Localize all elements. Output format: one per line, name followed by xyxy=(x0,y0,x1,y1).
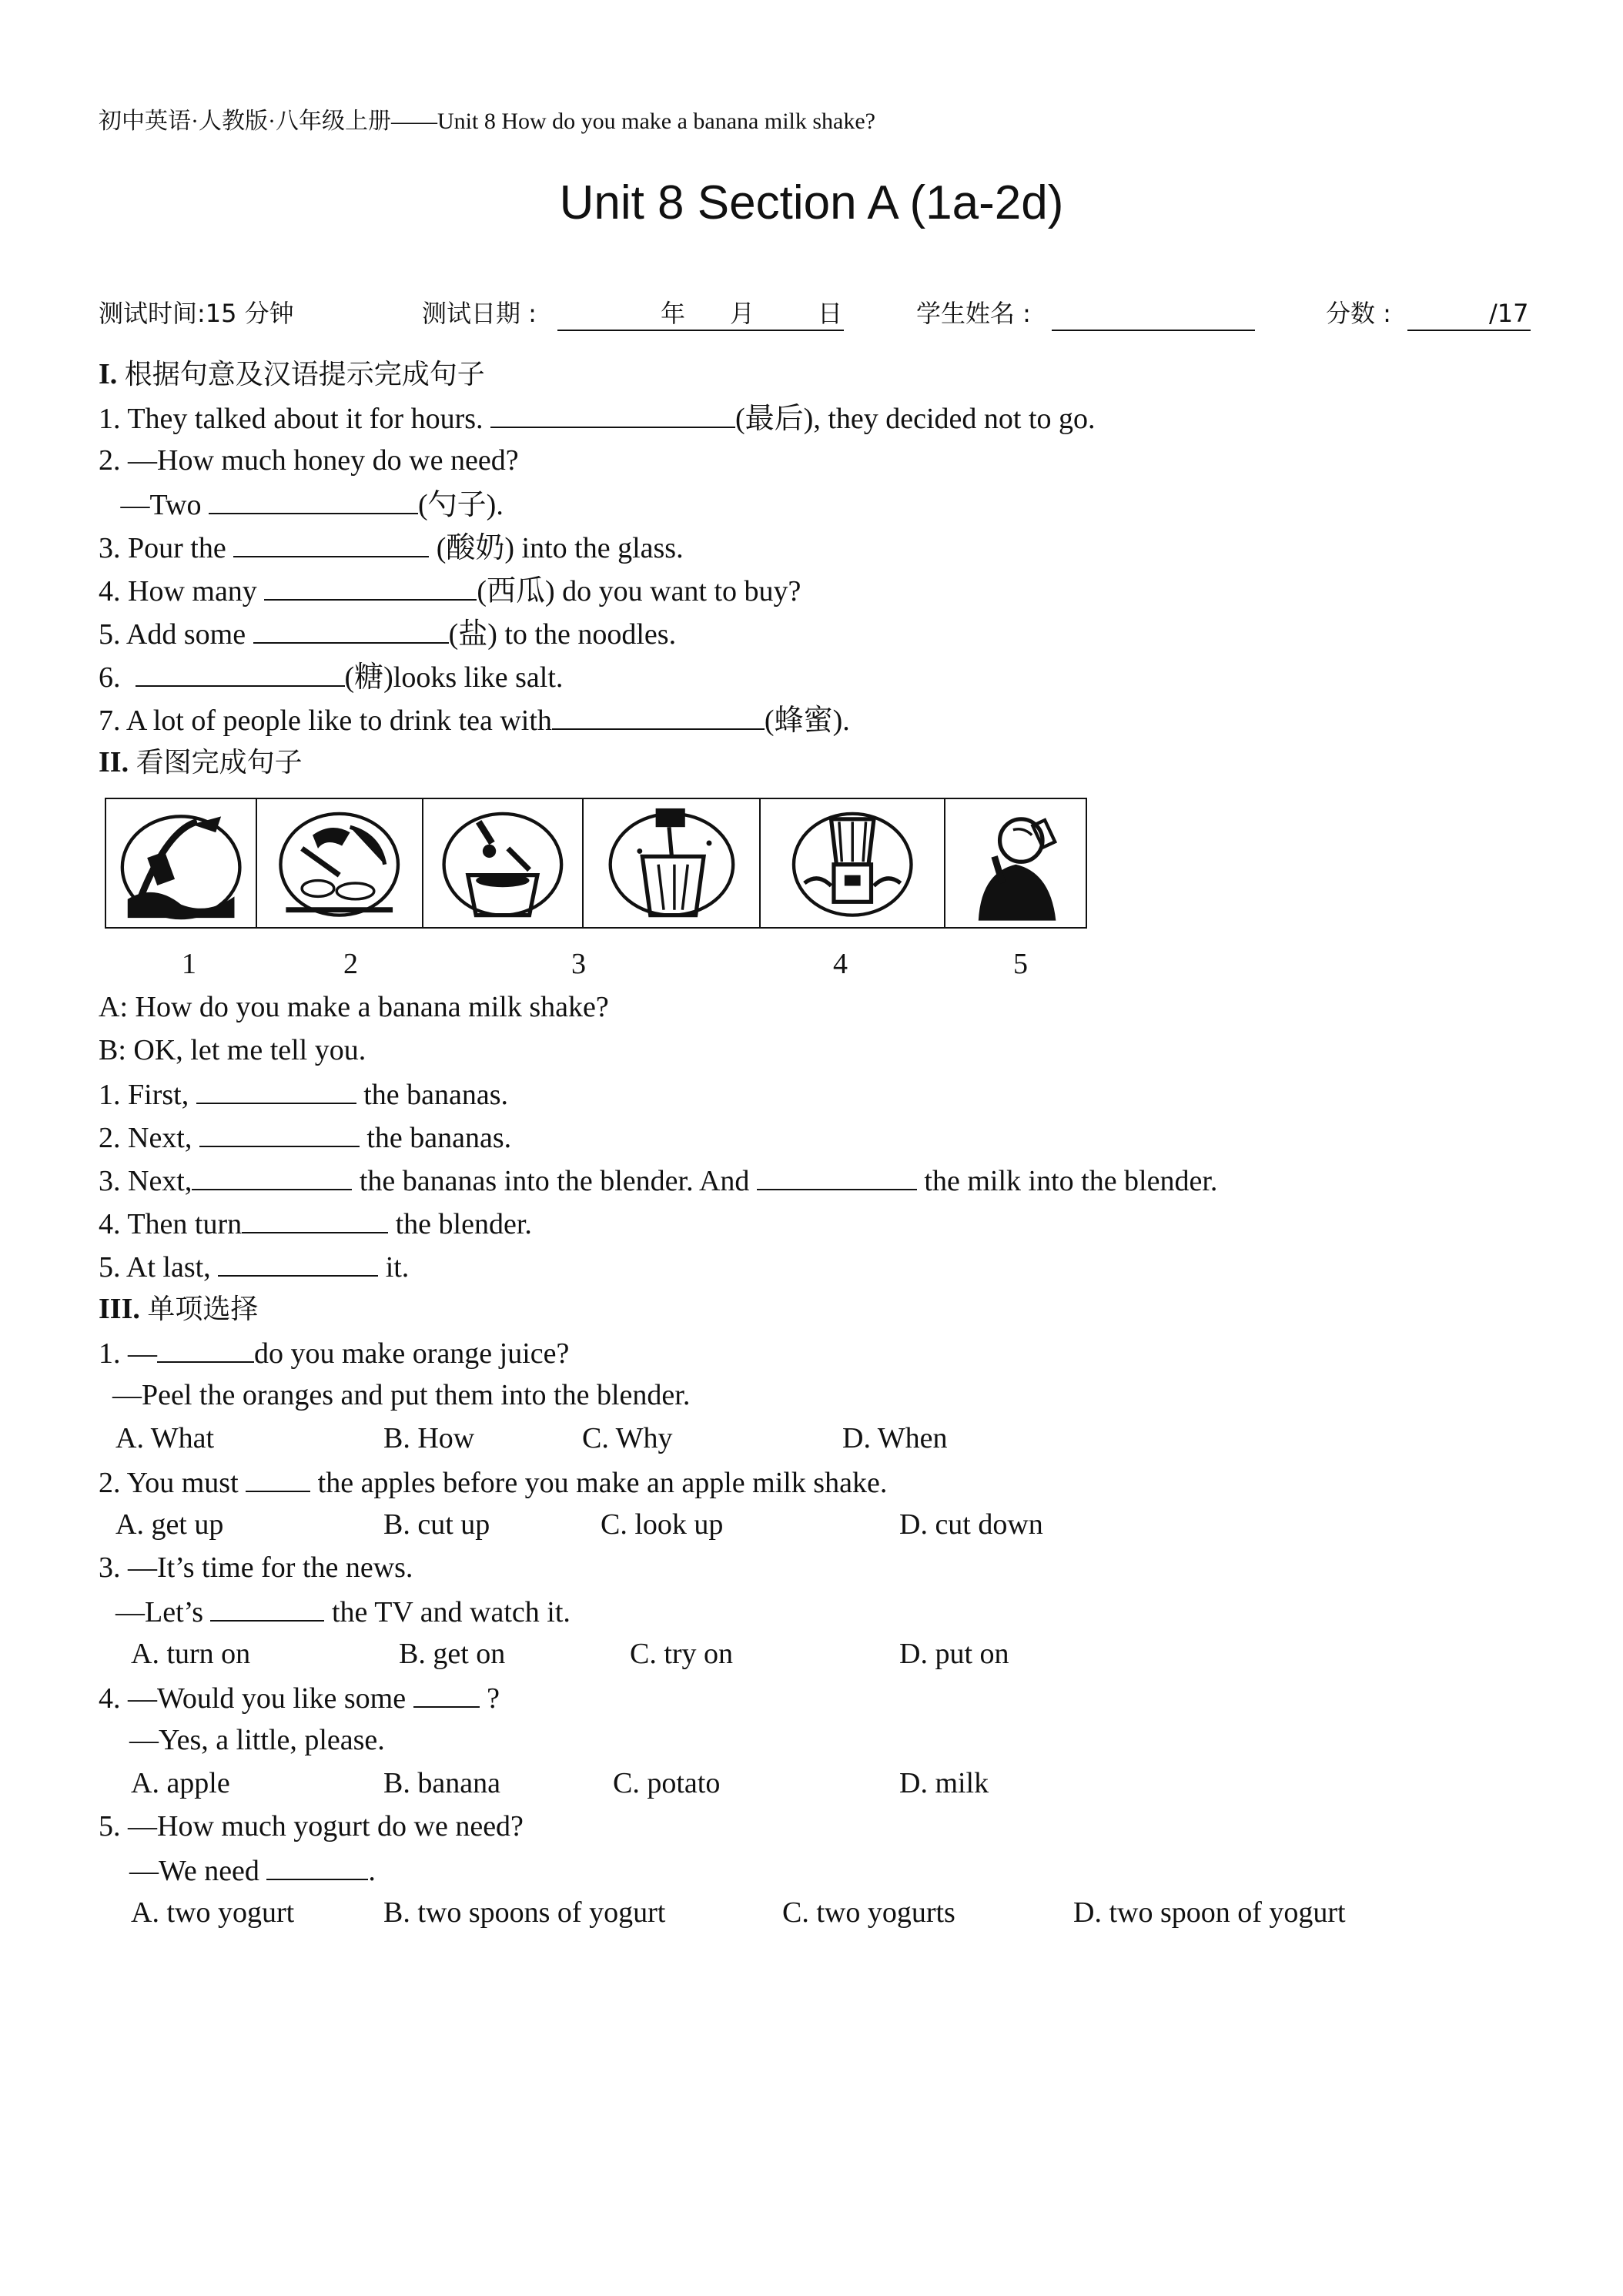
q1-line2: —Peel the oranges and put them into the blender. xyxy=(112,1379,691,1411)
answer-blank[interactable] xyxy=(199,1118,360,1147)
picture-peel xyxy=(106,799,257,927)
section1-heading xyxy=(99,356,485,393)
q4-stem: 4. —Would you like some ? xyxy=(99,1678,500,1717)
s1-item-7: 7. A lot of people like to drink tea with (蜂蜜). xyxy=(99,701,850,739)
q4-line2: —Yes, a little, please. xyxy=(129,1724,385,1756)
name-label: 学生姓名 : xyxy=(916,299,1031,328)
dialog-a: A: How do you make a banana milk shake? xyxy=(99,991,609,1023)
q5-option-b[interactable]: B. two spoons of yogurt xyxy=(383,1896,666,1929)
q2-stem: 2. You must the apples before you make an apple milk shake. xyxy=(99,1463,887,1501)
q5-stem: 5. —How much yogurt do we need? xyxy=(99,1810,524,1842)
peel-banana-icon xyxy=(109,803,253,923)
answer-blank[interactable] xyxy=(196,1075,356,1104)
picture-pour xyxy=(584,799,761,927)
q1-option-b[interactable]: B. How xyxy=(383,1422,475,1454)
q1-option-a[interactable]: A. What xyxy=(115,1422,215,1454)
s2-item-5: 5. At last, it. xyxy=(99,1247,409,1286)
q1-stem: 1. — do you make orange juice? xyxy=(99,1334,569,1372)
date-month: 月 xyxy=(730,299,755,328)
section2-title: 看图完成句子 xyxy=(136,747,303,778)
q4-option-c[interactable]: C. potato xyxy=(613,1767,721,1799)
s1-item-2-answer: —Two (勺子). xyxy=(99,485,504,524)
q1-option-c[interactable]: C. Why xyxy=(582,1422,673,1454)
date-label: 测试日期 : xyxy=(422,299,537,328)
q1-option-d[interactable]: D. When xyxy=(842,1422,948,1454)
section2-number: II. xyxy=(99,746,129,778)
answer-blank[interactable] xyxy=(246,1463,310,1492)
q2-option-b[interactable]: B. cut up xyxy=(383,1508,490,1541)
answer-blank[interactable] xyxy=(242,1204,388,1233)
s2-item-4: 4. Then turn the blender. xyxy=(99,1204,532,1243)
picture-number-1: 1 xyxy=(182,948,196,980)
s1-item-5: 5. Add some (盐) to the noodles. xyxy=(99,614,676,653)
s1-item-1: 1. They talked about it for hours. (最后), they decided not to go. xyxy=(99,399,1096,437)
q3-option-c[interactable]: C. try on xyxy=(630,1638,734,1670)
drink-icon xyxy=(949,803,1083,923)
s1-item-3: 3. Pour the (酸奶) into the glass. xyxy=(99,528,684,567)
answer-blank[interactable] xyxy=(192,1161,352,1190)
section3-title: 单项选择 xyxy=(147,1294,259,1325)
answer-blank[interactable] xyxy=(210,1592,324,1622)
picture-put xyxy=(423,799,584,927)
picture-number-5: 5 xyxy=(1013,948,1028,980)
q5-option-a[interactable]: A. two yogurt xyxy=(131,1896,295,1929)
time-label: 测试时间:15 分钟 xyxy=(99,299,294,328)
section1-title: 根据句意及汉语提示完成句子 xyxy=(124,359,485,390)
q3-stem: 3. —It’s time for the news. xyxy=(99,1551,413,1584)
picture-turn-on xyxy=(761,799,945,927)
put-in-blender-icon xyxy=(427,803,579,923)
q4-option-b[interactable]: B. banana xyxy=(383,1767,500,1799)
score-total: /17 xyxy=(1489,299,1529,328)
s1-item-4: 4. How many (西瓜) do you want to buy? xyxy=(99,571,801,610)
answer-blank[interactable] xyxy=(136,658,345,687)
date-field[interactable] xyxy=(557,297,844,331)
answer-blank[interactable] xyxy=(757,1161,917,1190)
dialog-b: B: OK, let me tell you. xyxy=(99,1034,366,1066)
picture-strip xyxy=(105,798,1087,929)
q5-option-c[interactable]: C. two yogurts xyxy=(782,1896,955,1929)
answer-blank[interactable] xyxy=(552,701,765,730)
s1-item-2: 2. —How much honey do we need? xyxy=(99,444,519,477)
answer-blank[interactable] xyxy=(490,399,735,428)
picture-cut xyxy=(257,799,423,927)
q2-option-d[interactable]: D. cut down xyxy=(899,1508,1043,1541)
section1-number: I. xyxy=(99,358,118,390)
s2-item-3: 3. Next, the bananas into the blender. And the milk into the blender. xyxy=(99,1161,1217,1200)
picture-number-3: 3 xyxy=(571,948,586,980)
course-header: 初中英语·人教版·八年级上册——Unit 8 How do you make a banana milk shake? xyxy=(99,109,875,134)
section2-heading xyxy=(99,744,303,782)
q3-option-d[interactable]: D. put on xyxy=(899,1638,1009,1670)
cut-banana-icon xyxy=(260,803,418,923)
answer-blank[interactable] xyxy=(266,1851,368,1880)
q5-line2: —We need . xyxy=(129,1851,376,1889)
q2-option-c[interactable]: C. look up xyxy=(601,1508,724,1541)
answer-blank[interactable] xyxy=(264,571,477,601)
s2-item-1: 1. First, the bananas. xyxy=(99,1075,508,1113)
answer-blank[interactable] xyxy=(209,485,418,514)
answer-blank[interactable] xyxy=(413,1678,480,1708)
s2-item-2: 2. Next, the bananas. xyxy=(99,1118,511,1156)
section3-number: III. xyxy=(99,1293,140,1325)
student-name-field[interactable] xyxy=(1052,297,1255,331)
pour-milk-icon xyxy=(587,803,756,923)
q2-option-a[interactable]: A. get up xyxy=(115,1508,224,1541)
page-title: Unit 8 Section A (1a-2d) xyxy=(559,176,1064,229)
q4-option-d[interactable]: D. milk xyxy=(899,1767,989,1799)
date-year: 年 xyxy=(661,299,686,328)
answer-blank[interactable] xyxy=(253,614,449,644)
q5-option-d[interactable]: D. two spoon of yogurt xyxy=(1073,1896,1346,1929)
answer-blank[interactable] xyxy=(233,528,429,557)
picture-number-4: 4 xyxy=(833,948,848,980)
answer-blank[interactable] xyxy=(218,1247,378,1277)
q4-option-a[interactable]: A. apple xyxy=(131,1767,230,1799)
picture-drink xyxy=(945,799,1086,927)
q3-line2: —Let’s the TV and watch it. xyxy=(115,1592,571,1631)
section3-heading xyxy=(99,1290,258,1328)
q3-option-a[interactable]: A. turn on xyxy=(131,1638,251,1670)
date-day: 日 xyxy=(818,299,843,328)
picture-number-2: 2 xyxy=(343,948,358,980)
blender-icon xyxy=(765,803,940,923)
s1-item-6: 6. (糖)looks like salt. xyxy=(99,658,563,696)
answer-blank[interactable] xyxy=(157,1334,254,1363)
q3-option-b[interactable]: B. get on xyxy=(399,1638,506,1670)
score-label: 分数 : xyxy=(1326,299,1391,328)
